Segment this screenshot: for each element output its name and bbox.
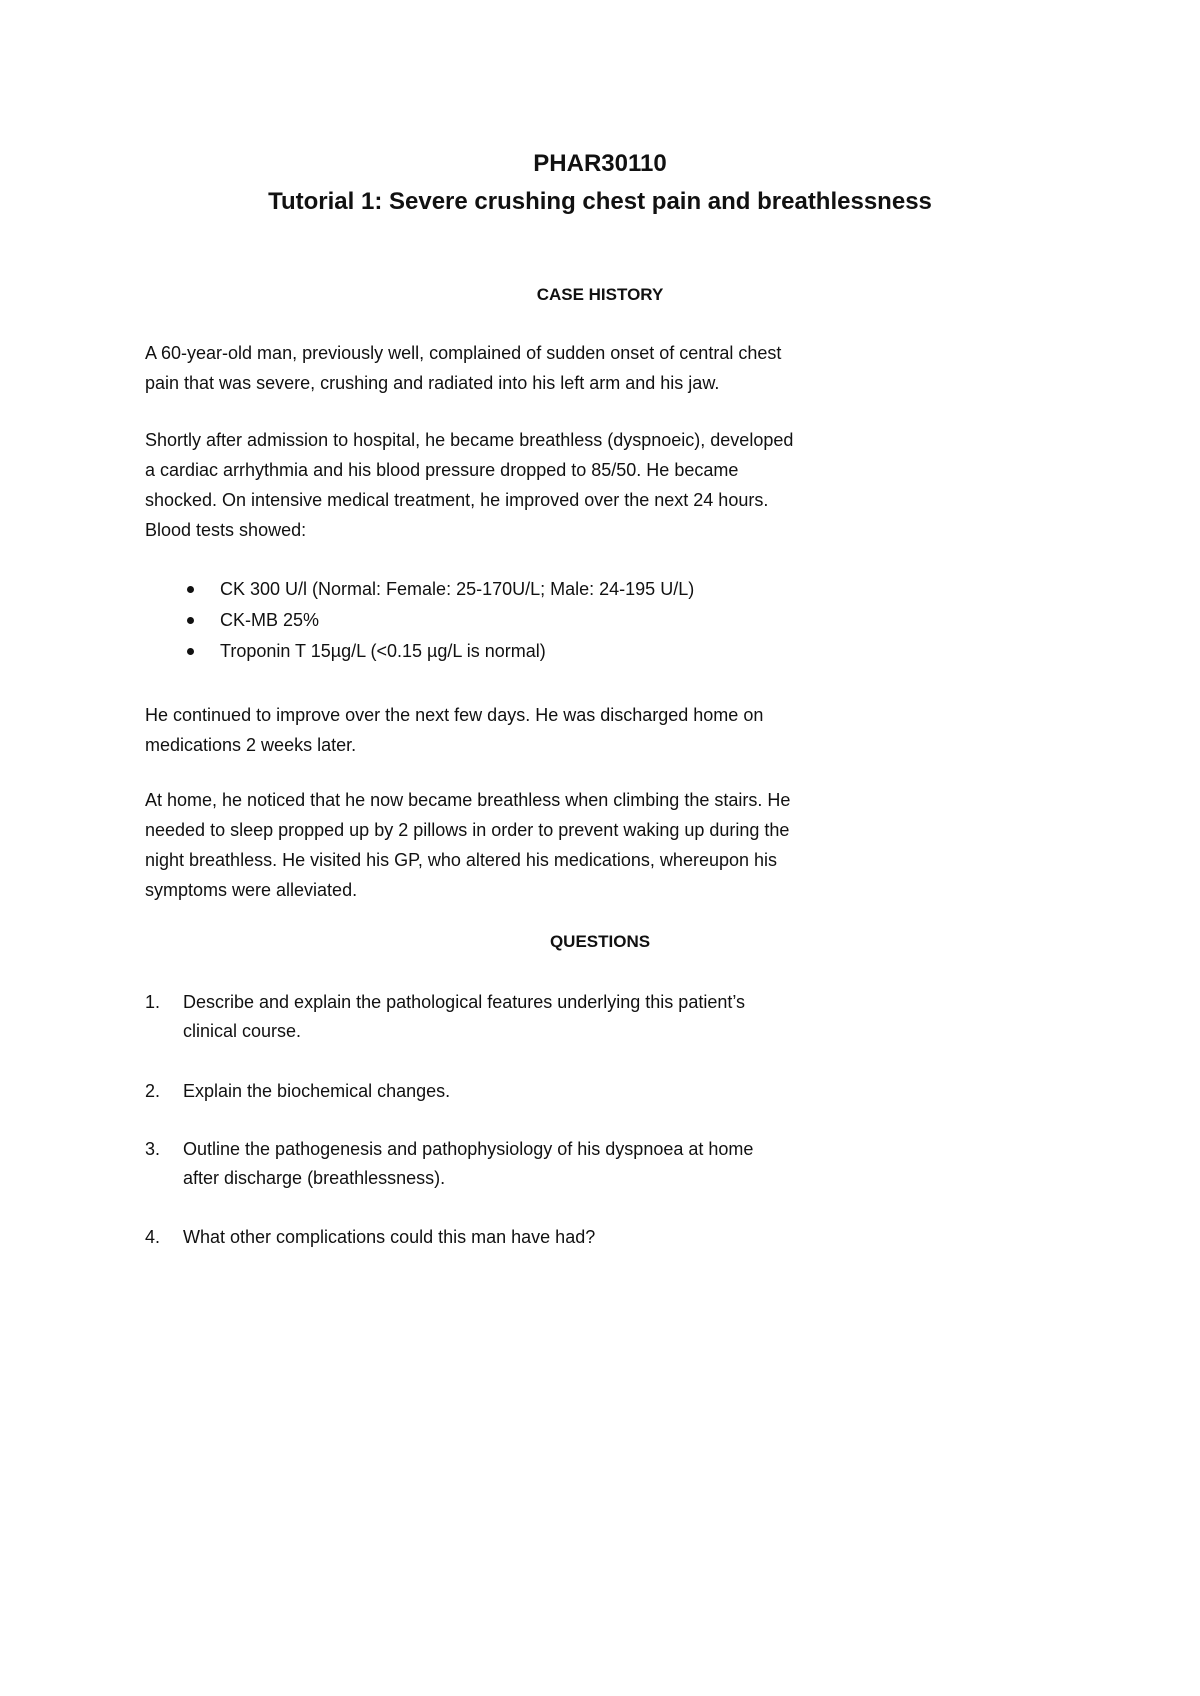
bullet-icon <box>187 648 194 655</box>
list-item <box>145 636 905 667</box>
paragraph-line: medications 2 weeks later. <box>145 735 357 755</box>
paragraph-line: shocked. On intensive medical treatment, he improved over the next 24 hours. <box>145 490 769 510</box>
case-paragraph <box>145 338 905 398</box>
question-line: What other complications could this man have had? <box>183 1227 596 1247</box>
case-paragraph <box>145 785 905 905</box>
paragraph-line: needed to sleep propped up by 2 pillows in order to prevent waking up during the <box>145 820 790 840</box>
question-item <box>145 988 905 1046</box>
question-item <box>145 1077 905 1106</box>
paragraph-line: a cardiac arrhythmia and his blood pressure dropped to 85/50. He became <box>145 460 739 480</box>
questions-heading: QUESTIONS <box>549 932 651 951</box>
case-history-heading: CASE HISTORY <box>536 285 664 304</box>
case-paragraph <box>145 700 905 760</box>
paragraph-line: At home, he noticed that he now became breathless when climbing the stairs. He <box>145 790 791 810</box>
paragraph-line: A 60-year-old man, previously well, complained of sudden onset of central chest <box>145 343 782 363</box>
bullet-icon <box>187 586 194 593</box>
question-item <box>145 1135 905 1193</box>
question-number: 4. <box>145 1227 161 1247</box>
course-code: PHAR30110 <box>533 150 667 177</box>
question-line: after discharge (breathlessness). <box>183 1168 446 1188</box>
bullet-icon <box>187 617 194 624</box>
question-text <box>183 1077 905 1106</box>
paragraph-line: Shortly after admission to hospital, he became breathless (dyspnoeic), developed <box>145 430 794 450</box>
case-paragraph <box>145 425 905 545</box>
question-line: Describe and explain the pathological features underlying this patient’s <box>183 992 746 1012</box>
question-text <box>183 988 905 1046</box>
paragraph-line: symptoms were alleviated. <box>145 880 358 900</box>
blood-test-ck: CK 300 U/l (Normal: Female: 25-170U/L; Male: 24-195 U/L) <box>220 579 695 599</box>
question-line: clinical course. <box>183 1021 302 1041</box>
question-number: 3. <box>145 1139 161 1159</box>
list-item <box>145 605 905 636</box>
question-number: 1. <box>145 992 161 1012</box>
question-text <box>183 1135 905 1193</box>
list-item <box>145 574 905 605</box>
blood-test-troponin: Troponin T 15µg/L (<0.15 µg/L is normal) <box>220 641 546 661</box>
paragraph-line: He continued to improve over the next few days. He was discharged home on <box>145 705 764 725</box>
paragraph-line: Blood tests showed: <box>145 520 307 540</box>
question-number: 2. <box>145 1081 161 1101</box>
blood-test-list <box>145 574 905 667</box>
question-item <box>145 1223 905 1252</box>
question-line: Explain the biochemical changes. <box>183 1081 451 1101</box>
paragraph-line: pain that was severe, crushing and radiated into his left arm and his jaw. <box>145 373 720 393</box>
paragraph-line: night breathless. He visited his GP, who altered his medications, whereupon his <box>145 850 778 870</box>
question-line: Outline the pathogenesis and pathophysiology of his dyspnoea at home <box>183 1139 754 1159</box>
question-text <box>183 1223 905 1252</box>
blood-test-ck-mb: CK-MB 25% <box>220 610 320 630</box>
tutorial-title: Tutorial 1: Severe crushing chest pain and breathlessness <box>268 188 932 215</box>
